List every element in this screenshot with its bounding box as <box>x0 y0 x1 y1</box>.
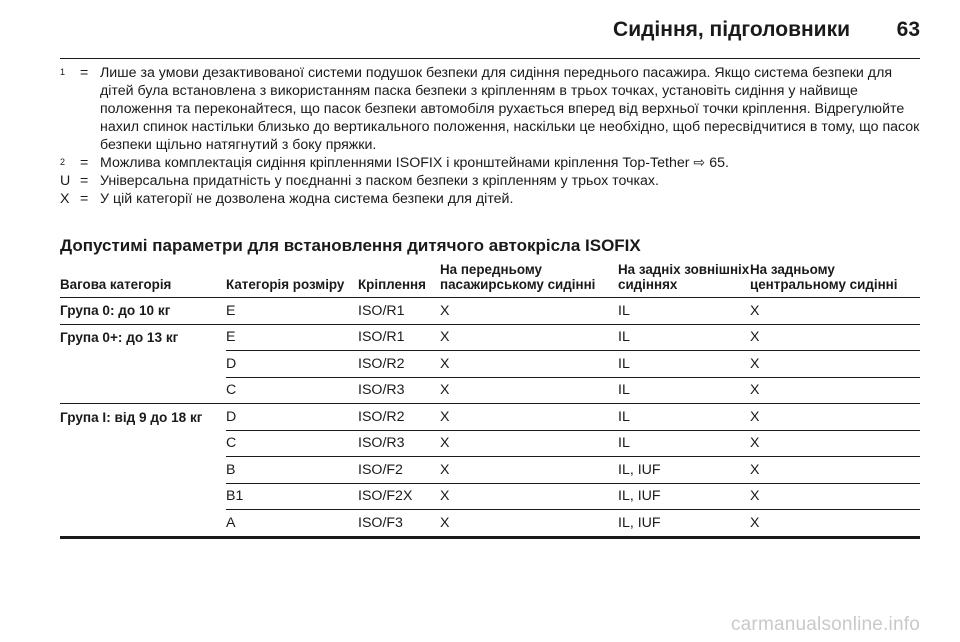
footnote-equals: = <box>80 65 89 81</box>
footnote-item <box>60 172 922 190</box>
table-row <box>60 324 920 351</box>
cell-rear-center: X <box>750 324 920 351</box>
cell-rear-outboard: IL <box>618 430 750 457</box>
table-row <box>60 483 920 510</box>
cell-rear-outboard: IL, IUF <box>618 510 750 538</box>
col-header-rear-center: На задньому центральному сидінні <box>750 262 920 298</box>
footnote-text: Можлива комплектація сидіння кріпленнями ISOFIX і кронштейнами кріплення Top-Tether ⇨ 65. <box>100 155 729 171</box>
footnote-mark <box>60 64 80 154</box>
page-header <box>60 18 920 48</box>
cell-rear-center: X <box>750 404 920 431</box>
table-row <box>60 510 920 538</box>
cell-rear-outboard: IL <box>618 377 750 404</box>
cell-rear-outboard: IL <box>618 324 750 351</box>
cell-rear-center: X <box>750 298 920 325</box>
cell-front-passenger: X <box>440 483 618 510</box>
col-header-fixture: Кріплення <box>358 262 440 298</box>
cell-weight-class: Група 0: до 10 кг <box>60 298 226 325</box>
footnote-item <box>60 154 922 172</box>
table-header-row <box>60 262 920 298</box>
cell-weight-class: Група 0+: до 13 кг <box>60 324 226 351</box>
col-header-front-passenger: На передньому пасажирському сидінні <box>440 262 618 298</box>
cell-rear-outboard: IL, IUF <box>618 483 750 510</box>
cell-rear-outboard: IL, IUF <box>618 457 750 484</box>
cell-front-passenger: X <box>440 324 618 351</box>
footnote-item <box>60 190 922 208</box>
cell-weight-class: Група I: від 9 до 18 кг <box>60 404 226 431</box>
cell-size-class: E <box>226 298 358 325</box>
col-header-rear-outboard: На задніх зовнішніх сидіннях <box>618 262 750 298</box>
isofix-table <box>60 262 920 539</box>
cell-rear-center: X <box>750 457 920 484</box>
cell-fixture: ISO/R3 <box>358 377 440 404</box>
cell-size-class: C <box>226 377 358 404</box>
footnote-mark-label: 1 <box>60 67 66 77</box>
cell-fixture: ISO/R2 <box>358 351 440 378</box>
cell-rear-center: X <box>750 483 920 510</box>
page-title: Сидіння, підголовники <box>613 18 850 41</box>
cell-size-class: D <box>226 404 358 431</box>
table-row <box>60 298 920 325</box>
cell-rear-outboard: IL <box>618 298 750 325</box>
table-row <box>60 457 920 484</box>
footnote-mark: U <box>60 173 71 189</box>
cell-size-class: B <box>226 457 358 484</box>
cell-size-class: E <box>226 324 358 351</box>
cell-fixture: ISO/F2 <box>358 457 440 484</box>
table-row <box>60 351 920 378</box>
cell-rear-center: X <box>750 351 920 378</box>
cell-rear-center: X <box>750 430 920 457</box>
cell-front-passenger: X <box>440 430 618 457</box>
cell-front-passenger: X <box>440 457 618 484</box>
watermark: carmanualsonline.info <box>730 614 920 635</box>
col-header-weight-class: Вагова категорія <box>60 262 226 298</box>
footnote-equals: = <box>80 173 89 189</box>
footnote-equals: = <box>80 191 89 207</box>
cell-rear-outboard: IL <box>618 404 750 431</box>
cell-size-class: C <box>226 430 358 457</box>
footnotes-list <box>60 64 922 208</box>
cell-fixture: ISO/R3 <box>358 430 440 457</box>
cell-weight-class <box>60 483 226 510</box>
cell-front-passenger: X <box>440 298 618 325</box>
cell-weight-class <box>60 430 226 457</box>
cell-fixture: ISO/R2 <box>358 404 440 431</box>
cell-size-class: B1 <box>226 483 358 510</box>
cell-rear-center: X <box>750 510 920 538</box>
cell-front-passenger: X <box>440 351 618 378</box>
col-header-size-class: Категорія розміру <box>226 262 358 298</box>
footnote-text: У цій категорії не дозволена жодна система безпеки для дітей. <box>100 191 514 207</box>
cell-fixture: ISO/F2X <box>358 483 440 510</box>
cell-fixture: ISO/F3 <box>358 510 440 538</box>
page-number: 63 <box>896 18 920 41</box>
footnote-mark <box>60 154 80 172</box>
cell-rear-outboard: IL <box>618 351 750 378</box>
footnote-mark-label: 2 <box>60 157 66 167</box>
cell-size-class: A <box>226 510 358 538</box>
cell-fixture: ISO/R1 <box>358 324 440 351</box>
header-rule <box>60 58 920 59</box>
cell-rear-center: X <box>750 377 920 404</box>
cell-weight-class <box>60 457 226 484</box>
footnote-equals: = <box>80 155 89 171</box>
table-row <box>60 430 920 457</box>
cell-weight-class <box>60 351 226 378</box>
footnote-mark: X <box>60 191 70 207</box>
cell-fixture: ISO/R1 <box>358 298 440 325</box>
cell-size-class: D <box>226 351 358 378</box>
table-row <box>60 404 920 431</box>
cell-front-passenger: X <box>440 377 618 404</box>
cell-weight-class <box>60 510 226 538</box>
table-row <box>60 377 920 404</box>
footnote-text: Універсальна придатність у поєднанні з паском безпеки з кріпленням у трьох точках. <box>100 173 659 189</box>
footnote-item <box>60 64 922 154</box>
cell-front-passenger: X <box>440 404 618 431</box>
cell-front-passenger: X <box>440 510 618 538</box>
cell-weight-class <box>60 377 226 404</box>
section-title: Допустимі параметри для встановлення дитячого автокрісла ISOFIX <box>60 236 641 255</box>
footnote-text: Лише за умови дезактивованої системи подушок безпеки для сидіння переднього пасажира. Якщо система безпеки для дітей була встановлена з використанням паска безпеки з кріпленням в трьох точках, установіть сидіння у найвище положення та переконайтеся, що пасок безпеки автомобіля рухається вперед від верхньої точки кріплення. Відрегулюйте нахил спинок настільки близько до вертикального положення, наскільки це необхідно, щоб пересвідчитися в тому, що пасок безпеки щільно натягнутий з боку пряжки. <box>100 65 920 153</box>
